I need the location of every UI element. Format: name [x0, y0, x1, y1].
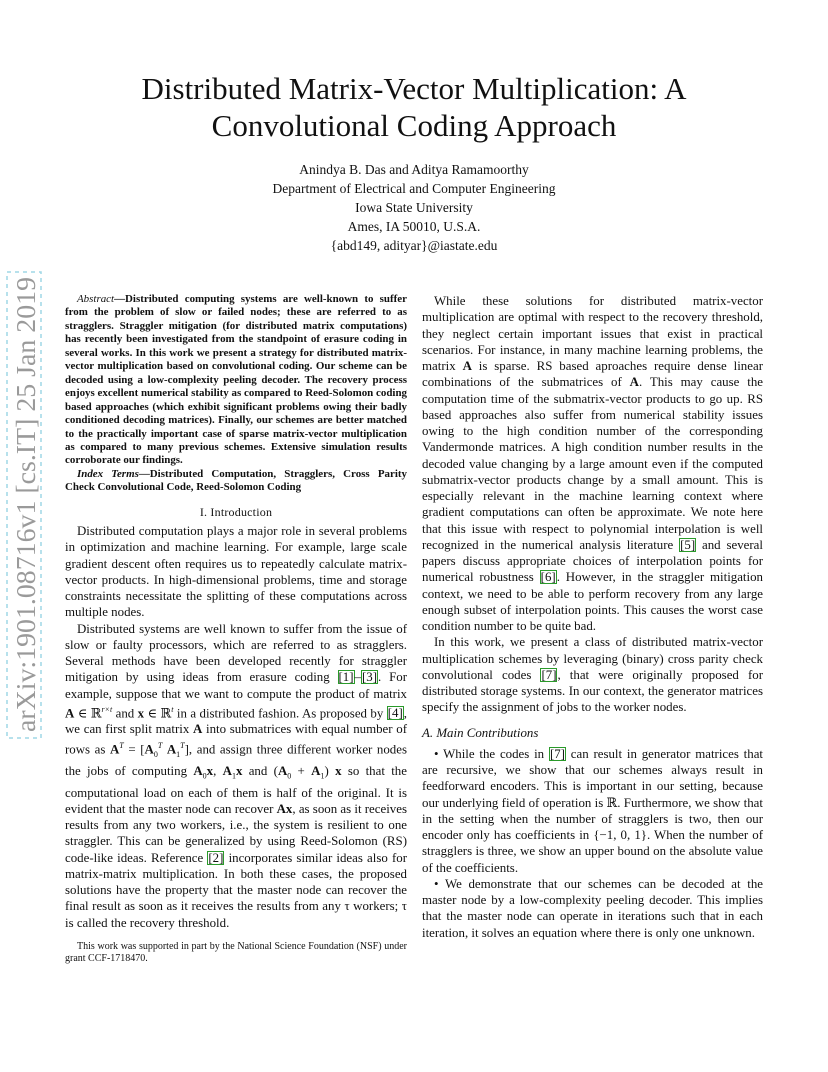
citation-link-1[interactable]: [1]: [338, 670, 354, 685]
intro-paragraph-2: Distributed systems are well known to suffer from the issue of slow or faulty processors, which are referred to as stragglers. Several methods have been developed recently for straggler mitigation by using ideas from erasure coding [1]–[3]. For example, suppose that we want to compute the product of matrix A ∈ ℝ$^{r\times t}$ and x ∈ ℝ$^t$ in a distributed fashion. As proposed by [4], we can first split matrix A into submatrices with equal number of rows as $A^T = [A_0^T$ $A_1^T$], and assign three different worker nodes the jobs of computing $A_0x$, $A_1x$ and $(A_0 + A_1)$ x so that the computational load on each of them is half of the original. It is evident that the master node can recover Ax, as soon as it receives results from any two workers, i.e., the system is resilient to one straggler. This can be generalized by using Reed-Solomon (RS) code-like ideas. Reference [2] incorporates similar ideas also for matrix-matrix multiplication. In both these cases, the proposed solutions have the property that the master node can recover the final result as soon as it receives the results from any τ workers; τ is called the recovery threshold.: [65, 621, 408, 930]
abstract-text: —Distributed computing systems are well-known to suffer from the problem of slow or failed nodes; these are referred to as stragglers. Straggler mitigation (for distributed matrix computations) has recently been investigated from the standpoint of erasure coding in several works. In this work we present a strategy for distributed matrix-vector multiplication based on convolutional coding. Our scheme can be decoded using a low-complexity peeling decoder. The recovery process enjoys excellent numerical stability as compared to Reed-Solomon coding based approaches (which exhibit significant problems owing their badly conditioned decoding matrices). Finally, our schemes are better matched to the practically important case of sparse matrix-vector multiplication as compared to many previous schemes. Extensive simulation results corroborate our findings.: [65, 293, 407, 467]
index-terms: [65, 468, 407, 495]
citation-link-2[interactable]: [2]: [208, 850, 224, 865]
funding-footnote: This work was supported in part by the National Science Foundation (NSF) under grant CCF-1718470.: [65, 940, 407, 965]
right-paragraph-1: While these solutions for distributed matrix-vector multiplication are optimal with respect to the recovery threshold, they neglect certain important issues that exist in practical scenarios. For instance, in many machine learning problems, the matrix A is sparse. RS based aproaches require dense linear combinations of the submatrices of A. This may cause the computation time of the submatrix-vector products to go up. RS based approaches also suffer from numerical stability issues owing to the high condition number of the corresponding Vandermonde matrices. A high condition number results in the decoded value changing by a large amount even if the computed submatrix-vector products change by a small amount. This is especially relevant in the machine learning context where gradient computations can often be approximate. We note here that this issue with respect to polynomial interpolation is well recognized in the numerical analysis literature [5] and several papers discuss appropriate choices of interpolation points for numerical robustness [6]. However, in the straggler mitigation context, we need to be able to perform recovery from any large enough subset of interpolation points. This causes the worst case condition number to be quite bad.: [422, 294, 763, 633]
contribution-bullet-2: • We demonstrate that our schemes can be decoded at the master node by a low-complexity peeling decoder. This implies that the master node can operate in iterations such that in each iteration, it solves an equation where there is only one unknown.: [422, 876, 763, 940]
author-block: [60, 160, 768, 255]
right-column: [422, 293, 763, 941]
affiliation-dept: Department of Electrical and Computer Engineering: [272, 181, 556, 196]
abstract: [65, 293, 407, 468]
author-names: Anindya B. Das and Aditya Ramamoorthy: [299, 162, 529, 177]
affiliation-address: Ames, IA 50010, U.S.A.: [347, 219, 481, 234]
bullet-icon: •: [434, 746, 439, 761]
contribution-bullet-1: • While the codes in [7] can result in generator matrices that are recursive, we show that our schemes always result in feedforward encoders. This is important in our setting, because our underlying field of operation is ℝ. Furthermore, we show that in the setting when the number of stragglers is two, then our encoder only has coefficients in {−1, 0, 1}. When the number of stragglers is three, we show an upper bound on the absolute value of the coefficients.: [422, 746, 763, 875]
left-column: [65, 293, 407, 966]
index-terms-text: —Distributed Computation, Stragglers, Cross Parity Check Convolutional Code, Reed-Solomon Coding: [65, 467, 407, 494]
subsection-heading-main-contributions: A. Main Contributions: [422, 725, 539, 740]
citation-link-7b[interactable]: [7]: [549, 746, 565, 761]
intro-paragraph-1: Distributed computation plays a major role in several problems in optimization and machine learning. For example, large scale gradient descent often requires us to repeatedly calculate matrix-vector products. In high-dimensional problems, time and storage constraints necessitate the splitting of these computations across multiple nodes.: [65, 524, 407, 620]
arxiv-stamp: [5, 270, 43, 740]
affiliation-university: Iowa State University: [355, 200, 473, 215]
section-heading-introduction: I. Introduction: [199, 504, 273, 519]
citation-link-5[interactable]: [5]: [680, 537, 696, 552]
title-line-1: Distributed Matrix-Vector Multiplication: A: [141, 71, 687, 106]
index-terms-label: Index Terms: [77, 467, 139, 480]
citation-link-7[interactable]: [7]: [541, 667, 557, 682]
citation-link-6[interactable]: [6]: [540, 570, 556, 585]
right-paragraph-2: In this work, we present a class of distributed matrix-vector multiplication schemes by leveraging (binary) cross parity check convolutional codes [7], that were originally proposed for distributed storage systems. In our context, the generator matrices specify the assignment of jobs to the worker nodes.: [422, 635, 764, 715]
abstract-label: Abstract: [77, 293, 115, 305]
author-emails: {abd149, adityar}@iastate.edu: [330, 238, 498, 253]
title-line-2: Convolutional Coding Approach: [211, 108, 617, 143]
citation-link-3[interactable]: [3]: [362, 670, 378, 685]
arxiv-identifier: arXiv:1901.08716v1 [cs.IT] 25 Jan 2019: [10, 282, 41, 732]
citation-link-4[interactable]: [4]: [387, 706, 403, 721]
bullet-icon: •: [434, 876, 439, 891]
paper-title: [60, 70, 768, 144]
